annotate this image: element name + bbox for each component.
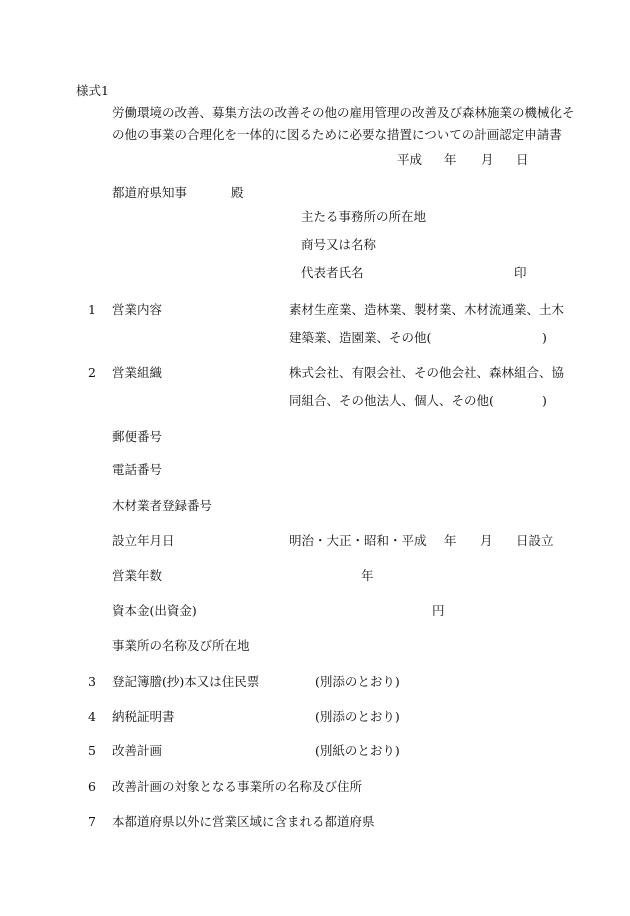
established-day: 日設立 xyxy=(516,533,554,548)
item-number: 3 xyxy=(88,674,96,689)
seal-mark: 印 xyxy=(514,265,527,280)
item-number: 7 xyxy=(88,814,96,829)
honorific: 殿 xyxy=(231,185,244,200)
item-note: (別添のとおり) xyxy=(315,709,400,724)
close-paren: ) xyxy=(542,393,547,408)
close-paren: ) xyxy=(542,330,547,345)
form-id: 様式1 xyxy=(76,83,109,98)
capital-label: 資本金(出資金) xyxy=(112,603,197,618)
item-label: 本都道府県以外に営業区域に含まれる都道府県 xyxy=(112,814,375,829)
item-options-line-1: 素材生産業、造林業、製材業、木材流通業、土木 xyxy=(289,302,565,317)
item-label: 営業内容 xyxy=(112,302,163,317)
title-line-1: 労働環境の改善、募集方法の改善その他の雇用管理の改善及び森林施業の機械化そ xyxy=(112,105,575,120)
capital-unit: 円 xyxy=(432,603,445,618)
item-label: 登記簿謄(抄)本又は住民票 xyxy=(112,674,260,689)
item-number: 2 xyxy=(88,365,96,380)
item-number: 6 xyxy=(88,779,96,794)
lumber-registration-label: 木材業者登録番号 xyxy=(112,498,213,513)
item-options-line-2: 同組合、その他法人、個人、その他( xyxy=(289,393,494,408)
item-label: 納税証明書 xyxy=(112,709,175,724)
business-years-unit: 年 xyxy=(361,568,374,583)
item-note: (別紙のとおり) xyxy=(315,743,400,758)
addressee: 都道府県知事 xyxy=(112,185,188,200)
offices-label: 事業所の名称及び所在地 xyxy=(112,638,250,653)
date-day: 日 xyxy=(516,152,529,167)
item-number: 1 xyxy=(88,302,96,317)
address-label: 主たる事務所の所在地 xyxy=(301,209,427,224)
date-month: 月 xyxy=(481,152,494,167)
business-years-label: 営業年数 xyxy=(112,568,163,583)
established-month: 月 xyxy=(480,533,493,548)
established-label: 設立年月日 xyxy=(112,533,175,548)
postal-label: 郵便番号 xyxy=(112,429,163,444)
item-number: 5 xyxy=(88,743,96,758)
name-label: 商号又は名称 xyxy=(301,237,377,252)
phone-label: 電話番号 xyxy=(112,462,163,477)
item-label: 改善計画 xyxy=(112,743,163,758)
date-era: 平成 xyxy=(397,152,423,167)
established-eras: 明治・大正・昭和・平成 xyxy=(289,533,427,548)
item-label: 営業組織 xyxy=(112,365,163,380)
item-options-line-2: 建築業、造園業、その他( xyxy=(289,330,432,345)
date-year: 年 xyxy=(444,152,457,167)
item-label: 改善計画の対象となる事業所の名称及び住所 xyxy=(112,779,363,794)
established-year: 年 xyxy=(444,533,457,548)
item-number: 4 xyxy=(88,709,96,724)
representative-label: 代表者氏名 xyxy=(301,265,364,280)
item-options-line-1: 株式会社、有限会社、その他会社、森林組合、協 xyxy=(289,365,565,380)
item-note: (別添のとおり) xyxy=(315,674,400,689)
title-line-2: の他の事業の合理化を一体的に図るために必要な措置についての計画認定申請書 xyxy=(112,127,562,142)
